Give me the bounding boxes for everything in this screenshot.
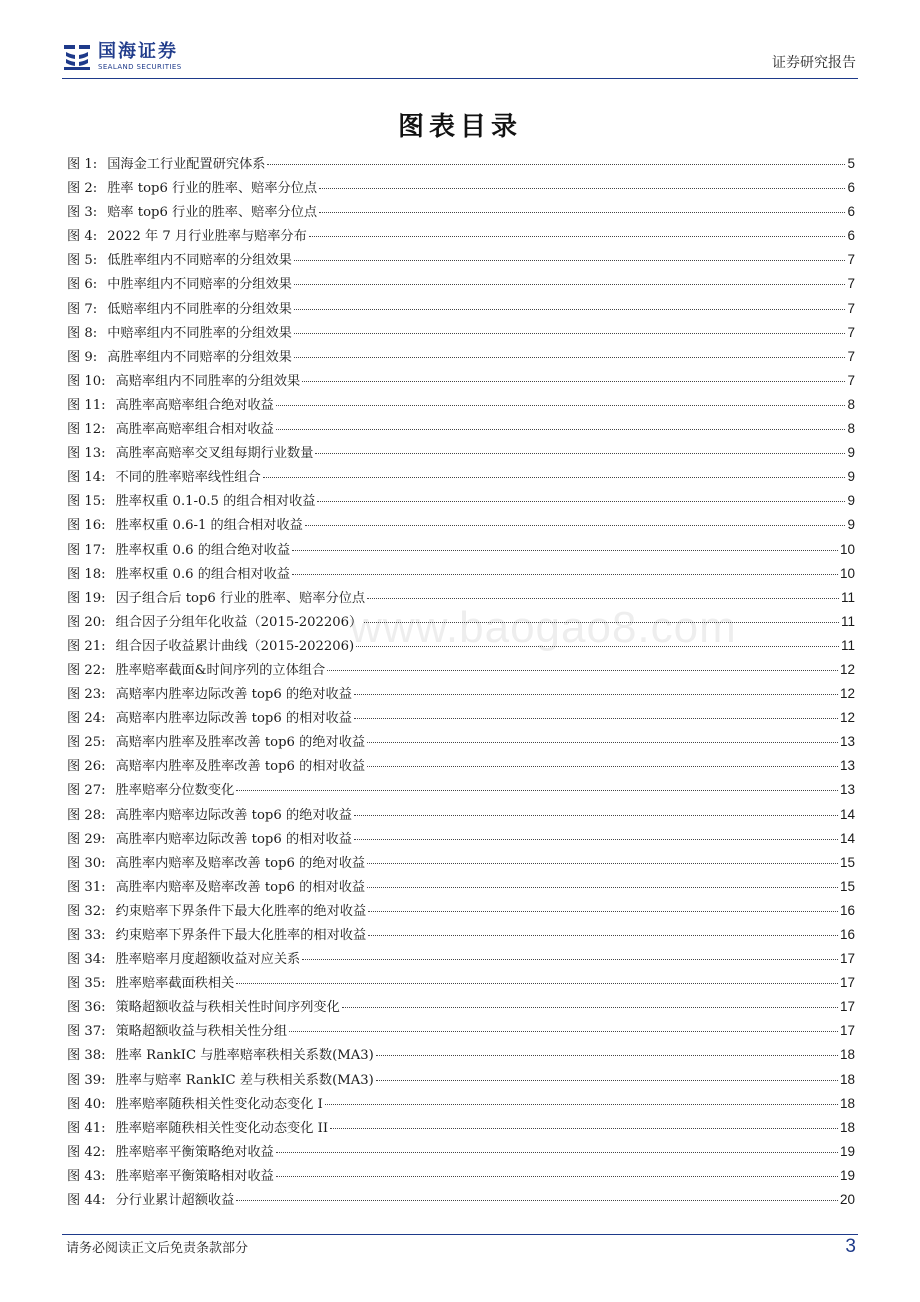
toc-entry[interactable]: [67, 1019, 855, 1043]
toc-entry-label: 图 12:: [67, 422, 106, 438]
toc-entry-page: 6: [847, 228, 855, 244]
toc-entry[interactable]: [67, 658, 855, 682]
toc-entry-title: 组合因子分组年化收益（2015-202206）: [115, 614, 363, 630]
toc-entry-page: 19: [839, 1167, 855, 1183]
toc-entry-label: 图 2:: [67, 181, 98, 197]
toc-entry[interactable]: [67, 682, 855, 706]
toc-entry-title: 分行业累计超额收益: [115, 1193, 235, 1209]
toc-entry-page: 9: [847, 469, 855, 485]
toc-dot-leader: [263, 477, 846, 478]
toc-entry-title: 胜率权重 0.6 的组合相对收益: [115, 566, 291, 582]
toc-entry[interactable]: [67, 634, 855, 658]
toc-entry-label: 图 14:: [67, 470, 106, 486]
toc-entry[interactable]: [67, 393, 855, 417]
toc-dot-leader: [302, 381, 845, 382]
toc-entry-title: 高胜率高赔率交叉组每期行业数量: [115, 446, 314, 462]
toc-entry-label: 图 11:: [67, 397, 106, 413]
page-title: 图表目录: [397, 112, 522, 142]
toc-entry[interactable]: [67, 538, 855, 562]
toc-entry-page: 12: [839, 661, 855, 677]
toc-entry-title: 中胜率组内不同赔率的分组效果: [107, 277, 292, 293]
toc-dot-leader: [317, 501, 845, 502]
toc-entry[interactable]: [67, 152, 855, 176]
toc-dot-leader: [294, 333, 846, 334]
toc-entry[interactable]: [67, 1116, 855, 1140]
toc-dot-leader: [367, 598, 839, 599]
toc-dot-leader: [330, 1128, 838, 1129]
toc-entry-label: 图 25:: [67, 735, 106, 751]
toc-entry-page: 13: [839, 734, 855, 750]
toc-entry-label: 图 40:: [67, 1096, 106, 1112]
toc-entry-page: 10: [839, 541, 855, 557]
toc-entry-title: 胜率赔率随秩相关性变化动态变化 II: [115, 1120, 329, 1136]
toc-entry-title: 胜率权重 0.6-1 的组合相对收益: [115, 518, 303, 534]
toc-dot-leader: [354, 815, 838, 816]
toc-entry-page: 6: [847, 180, 855, 196]
toc-entry-page: 11: [840, 589, 855, 605]
toc-entry[interactable]: [67, 248, 855, 272]
toc-entry-page: 11: [840, 613, 855, 629]
toc-entry[interactable]: [67, 586, 855, 610]
toc-entry-page: 7: [847, 348, 855, 364]
toc-entry[interactable]: [67, 1140, 855, 1164]
toc-entry-label: 图 38:: [67, 1048, 106, 1064]
footer-divider: [62, 1234, 858, 1235]
figure-list: [67, 152, 855, 1212]
toc-entry-label: 图 15:: [67, 494, 106, 510]
toc-dot-leader: [267, 164, 845, 165]
toc-entry-page: 18: [839, 1047, 855, 1063]
toc-entry-label: 图 27:: [67, 783, 106, 799]
toc-dot-leader: [294, 260, 846, 261]
toc-entry[interactable]: [67, 465, 855, 489]
toc-entry-title: 高赔率内胜率及胜率改善 top6 的相对收益: [115, 759, 366, 775]
toc-entry-page: 14: [839, 806, 855, 822]
toc-entry-page: 18: [839, 1071, 855, 1087]
toc-entry[interactable]: [67, 754, 855, 778]
toc-entry-page: 13: [839, 782, 855, 798]
toc-entry-title: 胜率与赔率 RankIC 差与秩相关系数(MA3): [115, 1072, 374, 1088]
toc-entry-page: 18: [839, 1119, 855, 1135]
toc-dot-leader: [354, 718, 838, 719]
toc-entry-label: 图 18:: [67, 566, 106, 582]
toc-dot-leader: [302, 959, 838, 960]
toc-dot-leader: [294, 357, 846, 358]
toc-dot-leader: [325, 1104, 838, 1105]
toc-entry[interactable]: [67, 417, 855, 441]
toc-dot-leader: [354, 839, 838, 840]
toc-entry-title: 胜率 top6 行业的胜率、赔率分位点: [107, 181, 318, 197]
toc-entry-label: 图 17:: [67, 542, 106, 558]
toc-entry-title: 胜率赔率平衡策略绝对收益: [115, 1144, 274, 1160]
toc-entry-page: 9: [847, 517, 855, 533]
toc-entry-page: 7: [847, 324, 855, 340]
toc-entry[interactable]: [67, 827, 855, 851]
toc-entry-page: 17: [839, 951, 855, 967]
toc-entry-page: 8: [847, 396, 855, 412]
toc-entry-page: 7: [847, 276, 855, 292]
toc-entry-title: 胜率赔率截面秩相关: [115, 976, 235, 992]
toc-dot-leader: [292, 550, 838, 551]
toc-entry-page: 14: [839, 830, 855, 846]
toc-entry-title: 赔率 top6 行业的胜率、赔率分位点: [107, 205, 318, 221]
toc-entry[interactable]: [67, 513, 855, 537]
toc-entry[interactable]: [67, 730, 855, 754]
toc-entry-label: 图 5:: [67, 253, 98, 269]
toc-entry[interactable]: [67, 321, 855, 345]
toc-dot-leader: [376, 1080, 838, 1081]
toc-entry-title: 高胜率组内不同赔率的分组效果: [107, 349, 292, 365]
toc-entry-label: 图 9:: [67, 349, 98, 365]
toc-entry-title: 2022 年 7 月行业胜率与赔率分布: [107, 229, 307, 245]
toc-entry-title: 高赔率内胜率边际改善 top6 的相对收益: [115, 711, 352, 727]
toc-entry[interactable]: [67, 899, 855, 923]
toc-entry-page: 7: [847, 372, 855, 388]
toc-entry-label: 图 43:: [67, 1168, 106, 1184]
toc-entry-page: 5: [847, 156, 855, 171]
toc-entry-label: 图 44:: [67, 1193, 106, 1209]
brand-name-cn: 国海证券: [98, 41, 178, 62]
toc-dot-leader: [276, 429, 846, 430]
toc-entry-title: 策略超额收益与秩相关性分组: [115, 1024, 288, 1040]
toc-entry-label: 图 22:: [67, 662, 106, 678]
toc-entry-page: 10: [839, 565, 855, 581]
sealand-logo-icon: [62, 42, 92, 72]
toc-entry-page: 16: [839, 902, 855, 918]
toc-entry-page: 16: [839, 927, 855, 942]
toc-entry-label: 图 21:: [67, 638, 106, 654]
toc-entry-label: 图 28:: [67, 807, 106, 823]
toc-entry-label: 图 1:: [67, 157, 98, 172]
toc-entry-label: 图 30:: [67, 855, 106, 871]
toc-dot-leader: [276, 1176, 838, 1177]
toc-entry-title: 高赔率内胜率边际改善 top6 的绝对收益: [115, 687, 352, 703]
toc-entry-label: 图 34:: [67, 952, 106, 968]
toc-entry-page: 17: [839, 1023, 855, 1039]
toc-entry-title: 高赔率组内不同胜率的分组效果: [115, 373, 301, 389]
toc-entry-label: 图 6:: [67, 277, 98, 293]
toc-entry[interactable]: [67, 345, 855, 369]
toc-entry-title: 约束赔率下界条件下最大化胜率的相对收益: [115, 928, 367, 943]
toc-entry-title: 高胜率内赔率边际改善 top6 的绝对收益: [115, 807, 352, 823]
toc-entry[interactable]: [67, 1043, 855, 1067]
toc-entry[interactable]: [67, 562, 855, 586]
toc-entry-title: 不同的胜率赔率线性组合: [115, 470, 261, 486]
toc-entry[interactable]: [67, 489, 855, 513]
toc-entry-label: 图 31:: [67, 879, 106, 895]
toc-entry-title: 胜率赔率随秩相关性变化动态变化 I: [115, 1096, 323, 1112]
toc-entry[interactable]: [67, 176, 855, 200]
toc-dot-leader: [367, 766, 838, 767]
toc-dot-leader: [236, 1200, 838, 1201]
toc-entry-label: 图 8:: [67, 325, 98, 341]
toc-entry[interactable]: [67, 1188, 855, 1212]
toc-dot-leader: [354, 694, 838, 695]
toc-entry-label: 图 37:: [67, 1024, 106, 1040]
toc-entry-title: 胜率权重 0.1-0.5 的组合相对收益: [115, 494, 316, 510]
toc-entry-label: 图 33:: [67, 928, 106, 943]
toc-entry-title: 高胜率高赔率组合绝对收益: [115, 397, 274, 413]
toc-entry-title: 国海金工行业配置研究体系: [107, 157, 266, 172]
watermark: www.baogao8.com: [350, 603, 737, 652]
toc-entry[interactable]: [67, 803, 855, 827]
toc-entry-page: 12: [839, 710, 855, 726]
toc-dot-leader: [368, 935, 838, 936]
toc-dot-leader: [342, 1007, 838, 1008]
toc-entry[interactable]: [67, 851, 855, 875]
toc-dot-leader: [309, 236, 846, 237]
toc-entry-page: 8: [847, 421, 855, 437]
toc-entry[interactable]: [67, 995, 855, 1019]
toc-dot-leader: [367, 887, 838, 888]
toc-entry-title: 高胜率高赔率组合相对收益: [115, 422, 274, 438]
report-type-label: 证券研究报告: [772, 55, 856, 71]
toc-dot-leader: [356, 646, 839, 647]
toc-dot-leader: [294, 309, 846, 310]
toc-entry-page: 6: [847, 204, 855, 220]
toc-entry-label: 图 32:: [67, 903, 106, 919]
toc-entry-label: 图 3:: [67, 205, 98, 221]
toc-dot-leader: [294, 284, 846, 285]
toc-entry[interactable]: [67, 947, 855, 971]
toc-entry-title: 高赔率内胜率及胜率改善 top6 的绝对收益: [115, 735, 366, 751]
toc-entry[interactable]: [67, 778, 855, 802]
toc-dot-leader: [276, 1152, 838, 1153]
page-number: 3: [845, 1236, 856, 1257]
toc-entry-title: 低赔率组内不同胜率的分组效果: [107, 301, 292, 317]
toc-entry-label: 图 42:: [67, 1144, 106, 1160]
toc-entry-label: 图 36:: [67, 1000, 106, 1016]
toc-entry-page: 7: [847, 252, 855, 268]
toc-entry-label: 图 13:: [67, 446, 106, 462]
toc-dot-leader: [319, 188, 845, 189]
toc-entry[interactable]: [67, 1068, 855, 1092]
toc-entry[interactable]: [67, 610, 855, 634]
toc-entry-label: 图 23:: [67, 687, 106, 703]
toc-entry-title: 高胜率内赔率及赔率改善 top6 的绝对收益: [115, 855, 366, 871]
toc-dot-leader: [327, 670, 838, 671]
toc-entry[interactable]: [67, 441, 855, 465]
toc-entry-page: 11: [840, 637, 855, 653]
toc-dot-leader: [368, 911, 838, 912]
toc-entry[interactable]: [67, 272, 855, 296]
toc-dot-leader: [236, 983, 838, 984]
toc-entry-title: 胜率权重 0.6 的组合绝对收益: [115, 542, 291, 558]
toc-entry[interactable]: [67, 200, 855, 224]
toc-entry-label: 图 26:: [67, 759, 106, 775]
toc-entry-label: 图 19:: [67, 590, 106, 606]
toc-entry-page: 9: [847, 493, 855, 509]
toc-entry-page: 15: [839, 878, 855, 894]
page-header: [62, 38, 858, 80]
toc-entry-title: 中赔率组内不同胜率的分组效果: [107, 325, 292, 341]
toc-entry-title: 组合因子收益累计曲线（2015-202206): [115, 638, 355, 654]
toc-entry-title: 胜率 RankIC 与胜率赔率秩相关系数(MA3): [115, 1048, 374, 1064]
toc-entry-label: 图 20:: [67, 614, 106, 630]
toc-entry-page: 7: [847, 300, 855, 316]
toc-entry-title: 胜率赔率分位数变化: [115, 783, 235, 799]
toc-entry-label: 图 41:: [67, 1120, 106, 1136]
toc-entry-page: 19: [839, 1143, 855, 1159]
toc-entry-page: 12: [839, 686, 855, 702]
toc-entry-label: 图 16:: [67, 518, 106, 534]
toc-entry-label: 图 35:: [67, 976, 106, 992]
header-divider: [62, 78, 858, 79]
toc-entry-title: 胜率赔率截面&时间序列的立体组合: [115, 662, 326, 678]
toc-dot-leader: [319, 212, 845, 213]
toc-entry[interactable]: [67, 923, 855, 947]
toc-entry-title: 高胜率内赔率边际改善 top6 的相对收益: [115, 831, 352, 847]
toc-dot-leader: [236, 790, 838, 791]
toc-dot-leader: [289, 1031, 838, 1032]
toc-entry-label: 图 7:: [67, 301, 98, 317]
toc-entry[interactable]: [67, 1164, 855, 1188]
toc-entry-label: 图 10:: [67, 373, 106, 389]
toc-dot-leader: [305, 525, 846, 526]
toc-entry-page: 17: [839, 975, 855, 991]
toc-entry[interactable]: [67, 1092, 855, 1116]
toc-entry-label: 图 24:: [67, 711, 106, 727]
brand-name-en: SEALAND SECURITIES: [98, 63, 182, 71]
toc-dot-leader: [376, 1055, 838, 1056]
toc-entry[interactable]: [67, 706, 855, 730]
toc-dot-leader: [292, 574, 838, 575]
toc-entry[interactable]: [67, 224, 855, 248]
disclaimer-note: 请务必阅读正文后免责条款部分: [66, 1241, 249, 1256]
toc-entry-title: 低胜率组内不同赔率的分组效果: [107, 253, 292, 269]
toc-entry-page: 17: [839, 999, 855, 1015]
toc-entry-label: 图 29:: [67, 831, 106, 847]
toc-entry-label: 图 39:: [67, 1072, 106, 1088]
toc-entry-label: 图 4:: [67, 229, 98, 245]
toc-dot-leader: [315, 453, 845, 454]
toc-entry-page: 9: [847, 445, 855, 461]
toc-entry[interactable]: [67, 297, 855, 321]
toc-dot-leader: [364, 622, 839, 623]
toc-entry-title: 约束赔率下界条件下最大化胜率的绝对收益: [115, 903, 367, 919]
toc-dot-leader: [276, 405, 846, 406]
toc-entry-title: 高胜率内赔率及赔率改善 top6 的相对收益: [115, 879, 366, 895]
toc-entry-page: 13: [839, 758, 855, 774]
toc-entry[interactable]: [67, 971, 855, 995]
toc-entry-page: 20: [839, 1192, 855, 1208]
toc-entry-title: 策略超额收益与秩相关性时间序列变化: [115, 1000, 340, 1016]
toc-dot-leader: [367, 742, 838, 743]
toc-entry-title: 胜率赔率平衡策略相对收益: [115, 1168, 274, 1184]
toc-entry-title: 因子组合后 top6 行业的胜率、赔率分位点: [115, 590, 366, 606]
toc-entry-page: 15: [839, 854, 855, 870]
toc-entry-title: 胜率赔率月度超额收益对应关系: [115, 952, 301, 968]
toc-entry-page: 18: [839, 1095, 855, 1111]
toc-entry[interactable]: [67, 369, 855, 393]
toc-dot-leader: [367, 863, 838, 864]
toc-entry[interactable]: [67, 875, 855, 899]
